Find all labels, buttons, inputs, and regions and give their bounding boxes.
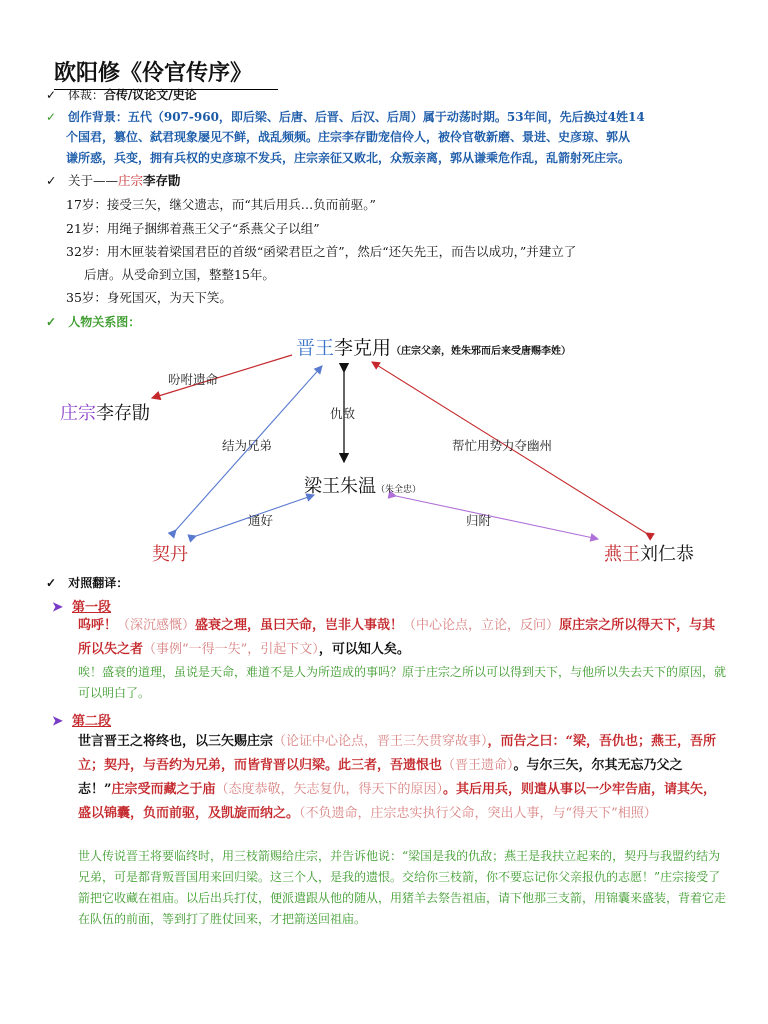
- edge-label-choudi: 仇敌: [330, 406, 356, 421]
- seg1-text-run: 呜呼！: [78, 618, 118, 633]
- node-jinwang-name: 李克用: [334, 337, 392, 359]
- seg2-heading: 第二段: [72, 714, 112, 729]
- about-name-red: 庄宗: [118, 173, 144, 188]
- seg2-text-run: （态度恭敬，矢志复仇，得天下的原因）: [215, 782, 444, 797]
- edge-guifu-line: [396, 496, 598, 539]
- about-name-black: 李存勖: [143, 173, 181, 188]
- check-icon: ✓: [46, 576, 57, 590]
- timeline-item: 35岁：身死国灭，为天下笑。: [66, 290, 232, 305]
- seg2-text-run: （论证中心论点，晋王三矢贯穿故事）: [273, 734, 488, 749]
- check-icon: ✓: [46, 315, 57, 329]
- node-liangwang: [304, 472, 421, 498]
- timeline-item: 17岁：接受三矢，继父遗志，而“其后用兵…负而前驱。”: [66, 197, 376, 212]
- seg2-translation: 世人传说晋王将要临终时，用三枝箭赐给庄宗，并告诉他说：“梁国是我的仇敌；燕王是我扶立起来的，契丹与我盟约结为兄弟，可是都背叛晋国用来回归梁。这三个人，是我的遗恨。交给你三枝箭，你不要忘记你父亲报仇的志愿！”庄宗接受了箭把它收藏在祖庙。以后出兵打仗，便派遣跟从他的随从，用猪羊去祭告祖庙，请下他那三支箭，用锦囊来盛装，背着它走在队伍的前面，等到打了胜仗回来，才把箭送回祖庙。: [78, 849, 727, 926]
- page-title: 欧阳修《伶官传序》: [54, 56, 278, 90]
- check-icon: ✓: [46, 173, 57, 188]
- seg2-text-run: 。其后用兵，则遣从事以一少牢告庙，请其矢，盛以锦囊，负而前驱，及凯旋而纳之。: [78, 782, 717, 821]
- relations-label: 人物关系图：: [68, 315, 141, 329]
- seg1-translation: 唉！盛衰的道理，虽说是天命，难道不是人为所造成的事吗？原于庄宗之所以可以得到天下，与他所以失去天下的原因，就可以明白了。: [78, 665, 727, 700]
- background-label: 创作背景：: [67, 110, 128, 124]
- seg1-text-run: 盛衰之理，虽曰天命，岂非人事哉！: [195, 618, 404, 633]
- timeline-item: 后唐。从受命到立国，整整15年。: [84, 267, 275, 282]
- seg1-original: [78, 614, 728, 662]
- seg1-heading-row: [52, 596, 111, 615]
- timeline-item: 21岁：用绳子捆绑着燕王父子“系燕父子以组”: [66, 221, 320, 236]
- edge-label-guifu: 归附: [466, 513, 492, 528]
- node-liangwang-note: （朱全忠）: [376, 485, 422, 495]
- node-jinwang: [296, 333, 571, 360]
- triangle-bullet-icon: ➤: [52, 714, 63, 729]
- seg1-text-run: ，可以知人矣。: [318, 642, 410, 657]
- edge-label-mingling: 吩咐遗命: [168, 372, 219, 387]
- triangle-bullet-icon: ➤: [52, 600, 63, 615]
- seg1-text-run: （深沉感慨）: [117, 618, 196, 633]
- node-zhuangzong: [60, 399, 150, 425]
- node-jinwang-title: 晋王: [296, 337, 335, 359]
- seg2-heading-row: [52, 710, 111, 729]
- genre-value: 合传/议论文/史论: [103, 88, 197, 102]
- background-line-1: 五代（907-960，即后梁、后唐、后晋、后汉、后周）属于动荡时期。53年间，先后换过4姓14: [127, 110, 645, 124]
- check-icon: ✓: [46, 88, 57, 102]
- node-yanwang: [604, 540, 694, 566]
- seg1-text-run: （事例“一得一失”，引起下文）: [143, 642, 319, 657]
- background-line-3: 谦所惑，兵变，拥有兵权的史彦琼不发兵，庄宗亲征又败北，众叛亲离，郭从谦乘危作乱，乱箭射死庄宗。: [66, 151, 631, 165]
- node-yanwang-title: 燕王: [604, 544, 640, 565]
- seg2-original: [78, 730, 728, 826]
- seg2-text-run: （晋王遗命）: [442, 758, 514, 773]
- seg1-heading: 第一段: [72, 600, 112, 615]
- seg1-text-run: （中心论点，立论，反问）: [403, 618, 560, 633]
- node-liangwang-name: 梁王朱温: [304, 476, 376, 497]
- node-jinwang-note: （庄宗父亲，姓朱邪而后来受唐赐李姓）: [391, 346, 572, 357]
- seg2-text-run: （不负遗命，庄宗忠实执行父命，突出人事，与“得天下”相照）: [299, 806, 657, 821]
- node-zhuangzong-name: 李存勖: [96, 403, 150, 424]
- check-icon: ✓: [46, 110, 57, 124]
- background-line-2: 个国君，篡位、弑君现象屡见不鲜，战乱频频。庄宗李存勖宠信伶人，被伶官敬新磨、景进、史彦琼、郭从: [66, 130, 631, 144]
- genre-label: 体裁：: [67, 88, 104, 102]
- seg1-text-run: 原庄宗之所以得天下，与其所以失之者: [78, 618, 716, 657]
- edge-label-xiongdi: 结为兄弟: [222, 438, 273, 453]
- seg2-text-run: 世言晋王之将终也，以三矢赐庄宗: [78, 734, 274, 749]
- edge-label-youzhou: 帮忙用势力夺幽州: [452, 438, 553, 453]
- translation-row: [46, 574, 128, 592]
- edge-label-tonghao: 通好: [248, 513, 274, 528]
- timeline-item: 32岁：用木匣装着梁国君臣的首级“函梁君臣之首”，然后“还矢先王，而告以成功，”并建立了: [66, 244, 577, 259]
- node-yanwang-name: 刘仁恭: [640, 544, 694, 565]
- about-prefix: 关于——: [67, 173, 118, 188]
- node-qidan: 契丹: [152, 544, 188, 565]
- node-zhuangzong-title: 庄宗: [60, 403, 96, 424]
- seg2-text-run: 庄宗受而藏之于庙: [111, 782, 216, 797]
- translation-label: 对照翻译：: [68, 576, 129, 590]
- seg2-text-run: 。与尔三矢，尔其无忘乃父之志！”: [78, 758, 683, 797]
- seg2-text-run: ，而告之曰：“梁，吾仇也；燕王，吾所立；契丹，与吾约为兄弟，而皆背晋以归梁。此三者，吾遗恨也: [78, 734, 717, 773]
